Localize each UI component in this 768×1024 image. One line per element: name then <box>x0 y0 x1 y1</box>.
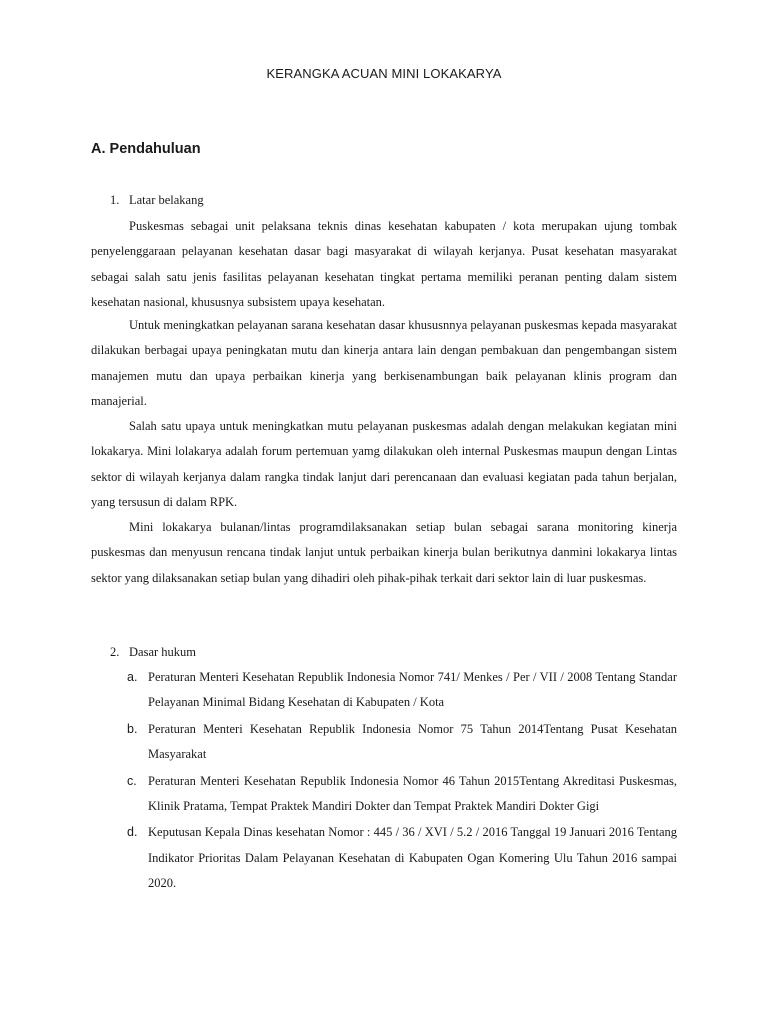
subsection-title: Dasar hukum <box>129 645 196 659</box>
section-heading-pendahuluan: A. Pendahuluan <box>91 141 201 157</box>
list-item <box>127 769 677 820</box>
list-item-text: Peraturan Menteri Kesehatan Republik Indonesia Nomor 75 Tahun 2014Tentang Pusat Kesehatan Masyarakat <box>148 721 677 762</box>
list-item-letter: b. <box>127 721 138 736</box>
subsection-number: 1. <box>110 193 120 207</box>
subsection-title: Latar belakang <box>129 193 204 207</box>
paragraph-3: Salah satu upaya untuk meningkatkan mutu pelayanan puskesmas adalah dengan melakukan kegiatan mini lokakarya. Mini lolakarya adalah forum pertemuan yamg dilakukan oleh internal Puskesmas maupun dengan Lintas sektor di wilayah kerjanya dalam rangka tindak lanjut dari perencanaan dan evaluasi kegiatan pada tahun berjalan, yang tersusun di dalam RPK. <box>91 419 677 510</box>
list-item <box>127 820 677 896</box>
list-item-text: Peraturan Menteri Kesehatan Republik Indonesia Nomor 741/ Menkes / Per / VII / 2008 Tentang Standar Pelayanan Minimal Bidang Kesehatan di Kabupaten / Kota <box>148 670 677 710</box>
subsection-latar-belakang <box>110 188 204 213</box>
document-title: KERANGKA ACUAN MINI LOKAKARYA <box>266 66 502 81</box>
list-item-letter: c. <box>127 773 137 788</box>
paragraph-2: Untuk meningkatkan pelayanan sarana kesehatan dasar khususnnya pelayanan puskesmas kepada masyarakat dilakukan berbagai upaya peningkatan mutu dan kinerja antara lain dengan pembakuan dan pengembangan sistem manajemen mutu dan upaya perbaikan kinerja yang berkisenambungan baik pelayanan klinis program dan manajerial. <box>91 318 677 409</box>
list-item-letter: d. <box>127 825 138 840</box>
list-item-text: Peraturan Menteri Kesehatan Republik Indonesia Nomor 46 Tahun 2015Tentang Akreditasi Puskesmas, Klinik Pratama, Tempat Praktek Mandiri Dokter dan Tempat Praktek Mandiri Dokter Gigi <box>148 773 677 814</box>
list-item <box>127 665 677 716</box>
subsection-dasar-hukum <box>110 640 196 665</box>
paragraph-4: Mini lokakarya bulanan/lintas programdilaksanakan setiap bulan sebagai sarana monitoring kinerja puskesmas dan menyusun rencana tindak lanjut untuk perbaikan kinerja bulan berikutnya danmini lokakarya lintas sektor yang dilaksanakan setiap bulan yang dihadiri oleh pihak-pihak terkait dari sektor lain di luar puskesmas. <box>91 520 677 585</box>
list-item <box>127 717 677 768</box>
list-item-text: Keputusan Kepala Dinas kesehatan Nomor : 445 / 36 / XVI / 5.2 / 2016 Tanggal 19 Januari 2016 Tentang Indikator Prioritas Dalam Pelayanan Kesehatan di Kabupaten Ogan Komering Ulu Tahun 2016 sampai 2020. <box>148 825 677 891</box>
legal-basis-list <box>0 665 768 897</box>
list-item-letter: a. <box>127 670 138 684</box>
subsection-number: 2. <box>110 645 120 659</box>
paragraph-1: Puskesmas sebagai unit pelaksana teknis dinas kesehatan kabupaten / kota merupakan ujung tombak penyelenggaraan pelayanan kesehatan dasar bagi masyarakat di wilayah kerjanya. Pusat kesehatan masyarakat sebagai salah satu jenis fasilitas pelayanan kesehatan tingkat pertama memiliki peranan penting dalam sistem kesehatan nasional, khususnya subsistem upaya kesehatan. <box>91 219 677 310</box>
